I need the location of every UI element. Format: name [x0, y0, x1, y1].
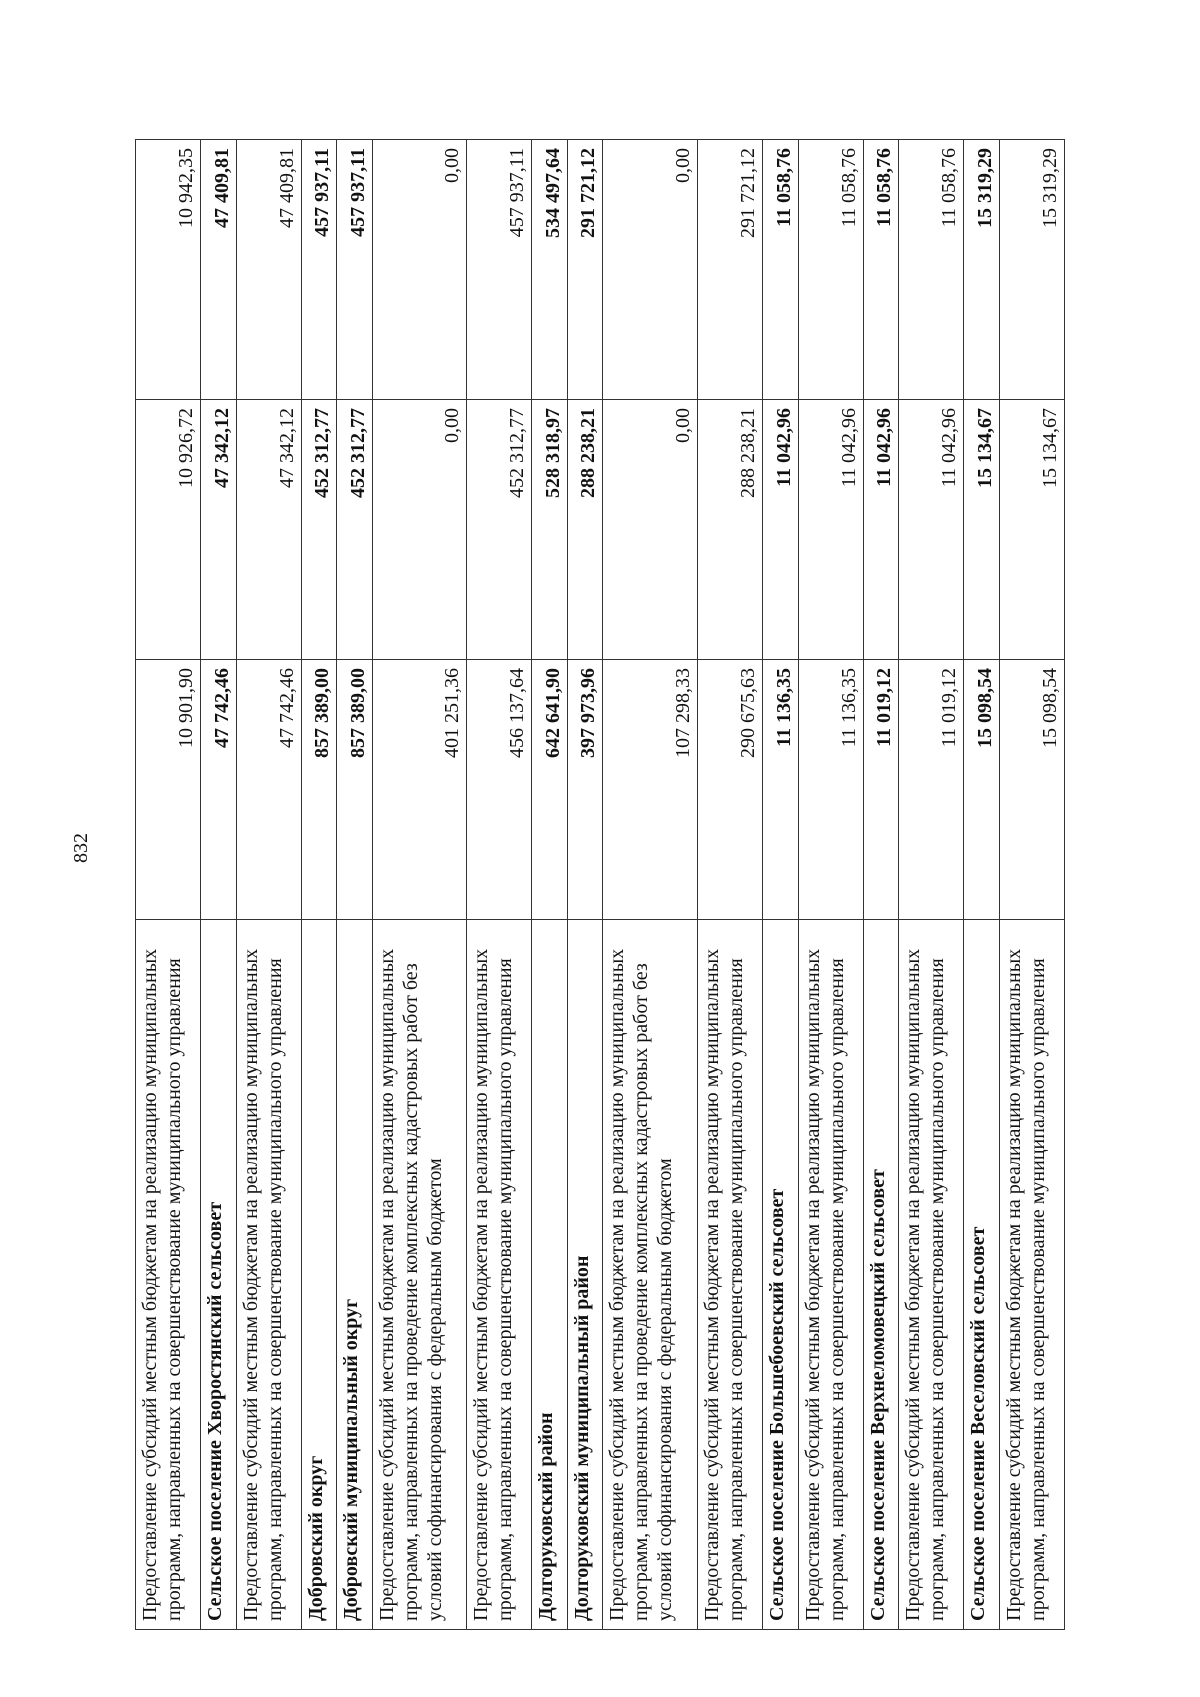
budget-table [135, 139, 1065, 1630]
value-2023-cell: 15 134,67 [999, 400, 1064, 660]
value-2022-cell: 11 136,35 [798, 660, 863, 920]
value-2023-cell: 528 318,97 [532, 400, 568, 660]
row-name-cell: Предоставление субсидий местным бюджетам на реализацию муниципальных программ, направленных на совершенствование муниципального управления [899, 920, 964, 1630]
table-row [372, 140, 466, 1630]
value-2022-cell: 397 973,96 [567, 660, 603, 920]
value-2022-cell: 15 098,54 [999, 660, 1064, 920]
value-2024-cell: 0,00 [603, 140, 697, 400]
table-row [603, 140, 697, 1630]
value-2024-cell: 15 319,29 [964, 140, 1000, 400]
value-2024-cell: 291 721,12 [697, 140, 762, 400]
row-name-cell: Сельское поселение Большебоевский сельсовет [762, 920, 798, 1630]
value-2023-cell: 288 238,21 [697, 400, 762, 660]
table-row [236, 140, 301, 1630]
rotated-table-container [135, 140, 1065, 1630]
value-2022-cell: 107 298,33 [603, 660, 697, 920]
row-name-cell: Добровский округ [301, 920, 337, 1630]
value-2023-cell: 11 042,96 [762, 400, 798, 660]
value-2024-cell: 10 942,35 [136, 140, 201, 400]
row-name-cell: Предоставление субсидий местным бюджетам на реализацию муниципальных программ, направленных на совершенствование муниципального управления [999, 920, 1064, 1630]
value-2024-cell: 15 319,29 [999, 140, 1064, 400]
row-name-cell: Долгоруковский район [532, 920, 568, 1630]
table-row [899, 140, 964, 1630]
row-name-cell: Предоставление субсидий местным бюджетам на реализацию муниципальных программ, направленных на проведение комплексных кадастровых работ без условий софинансирования с федеральным бюджетом [372, 920, 466, 1630]
value-2022-cell: 10 901,90 [136, 660, 201, 920]
table-row [532, 140, 568, 1630]
row-name-cell: Сельское поселение Верхнеломовецкий сельсовет [863, 920, 899, 1630]
table-row [999, 140, 1064, 1630]
value-2022-cell: 456 137,64 [467, 660, 532, 920]
value-2023-cell: 11 042,96 [798, 400, 863, 660]
value-2024-cell: 11 058,76 [798, 140, 863, 400]
row-name-cell: Предоставление субсидий местным бюджетам на реализацию муниципальных программ, направленных на совершенствование муниципального управления [697, 920, 762, 1630]
row-name-cell: Сельское поселение Хворостянский сельсовет [201, 920, 237, 1630]
value-2023-cell: 288 238,21 [567, 400, 603, 660]
value-2023-cell: 452 312,77 [301, 400, 337, 660]
budget-table-body [136, 140, 1065, 1630]
value-2024-cell: 47 409,81 [236, 140, 301, 400]
value-2024-cell: 534 497,64 [532, 140, 568, 400]
table-row [201, 140, 237, 1630]
page-number: 832 [70, 833, 92, 863]
row-name-cell: Предоставление субсидий местным бюджетам на реализацию муниципальных программ, направленных на совершенствование муниципального управления [467, 920, 532, 1630]
table-row [467, 140, 532, 1630]
value-2022-cell: 857 389,00 [337, 660, 373, 920]
table-row [697, 140, 762, 1630]
row-name-cell: Добровский муниципальный округ [337, 920, 373, 1630]
value-2022-cell: 11 019,12 [863, 660, 899, 920]
table-row [762, 140, 798, 1630]
value-2022-cell: 857 389,00 [301, 660, 337, 920]
value-2022-cell: 401 251,36 [372, 660, 466, 920]
table-row [337, 140, 373, 1630]
value-2023-cell: 15 134,67 [964, 400, 1000, 660]
value-2022-cell: 11 019,12 [899, 660, 964, 920]
row-name-cell: Предоставление субсидий местным бюджетам на реализацию муниципальных программ, направленных на проведение комплексных кадастровых работ без условий софинансирования с федеральным бюджетом [603, 920, 697, 1630]
row-name-cell: Предоставление субсидий местным бюджетам на реализацию муниципальных программ, направленных на совершенствование муниципального управления [236, 920, 301, 1630]
table-row [136, 140, 201, 1630]
row-name-cell: Сельское поселение Веселовский сельсовет [964, 920, 1000, 1630]
value-2024-cell: 11 058,76 [863, 140, 899, 400]
value-2023-cell: 0,00 [603, 400, 697, 660]
row-name-cell: Долгоруковский муниципальный район [567, 920, 603, 1630]
value-2023-cell: 452 312,77 [337, 400, 373, 660]
table-row [964, 140, 1000, 1630]
value-2022-cell: 642 641,90 [532, 660, 568, 920]
value-2022-cell: 290 675,63 [697, 660, 762, 920]
value-2024-cell: 457 937,11 [301, 140, 337, 400]
table-row [301, 140, 337, 1630]
row-name-cell: Предоставление субсидий местным бюджетам на реализацию муниципальных программ, направленных на совершенствование муниципального управления [136, 920, 201, 1630]
value-2023-cell: 47 342,12 [236, 400, 301, 660]
value-2024-cell: 47 409,81 [201, 140, 237, 400]
value-2023-cell: 11 042,96 [899, 400, 964, 660]
table-row [798, 140, 863, 1630]
row-name-cell: Предоставление субсидий местным бюджетам на реализацию муниципальных программ, направленных на совершенствование муниципального управления [798, 920, 863, 1630]
value-2023-cell: 10 926,72 [136, 400, 201, 660]
value-2024-cell: 291 721,12 [567, 140, 603, 400]
value-2024-cell: 457 937,11 [467, 140, 532, 400]
value-2022-cell: 47 742,46 [236, 660, 301, 920]
value-2022-cell: 47 742,46 [201, 660, 237, 920]
value-2023-cell: 47 342,12 [201, 400, 237, 660]
value-2023-cell: 11 042,96 [863, 400, 899, 660]
value-2024-cell: 0,00 [372, 140, 466, 400]
table-row [863, 140, 899, 1630]
value-2022-cell: 15 098,54 [964, 660, 1000, 920]
table-row [567, 140, 603, 1630]
value-2023-cell: 0,00 [372, 400, 466, 660]
value-2023-cell: 452 312,77 [467, 400, 532, 660]
value-2022-cell: 11 136,35 [762, 660, 798, 920]
value-2024-cell: 11 058,76 [762, 140, 798, 400]
value-2024-cell: 457 937,11 [337, 140, 373, 400]
value-2024-cell: 11 058,76 [899, 140, 964, 400]
